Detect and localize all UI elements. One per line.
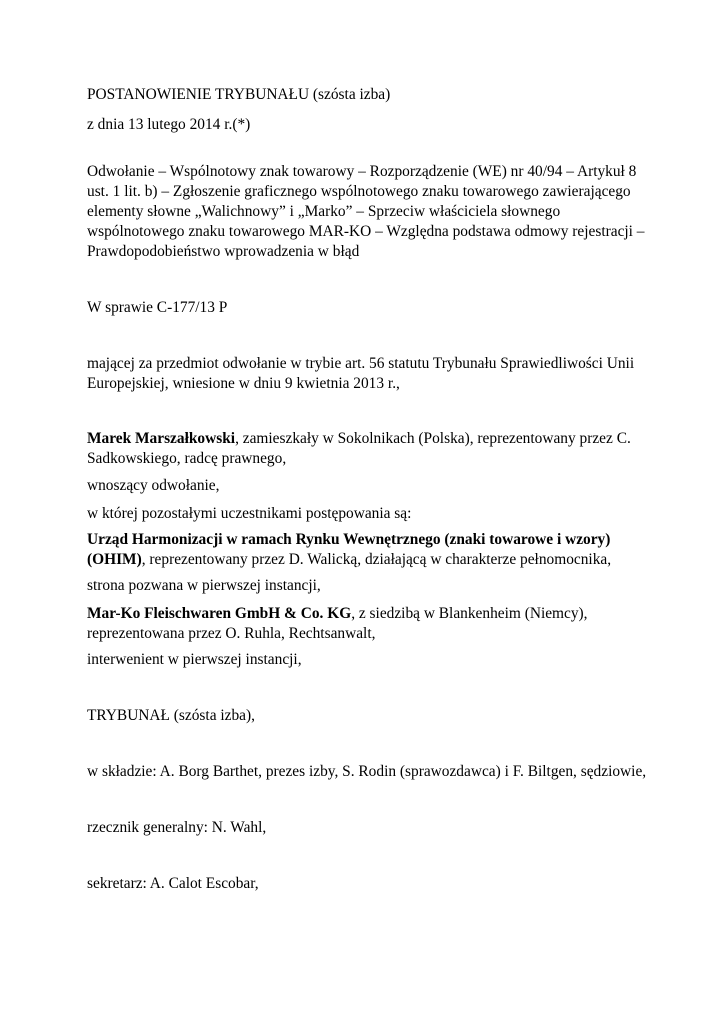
appellant-role: wnoszący odwołanie, — [87, 477, 220, 494]
intervener-role: interwenient w pierwszej instancji, — [87, 651, 302, 668]
defendant-role: strona pozwana w pierwszej instancji, — [87, 577, 321, 594]
defendant-paragraph — [87, 530, 647, 570]
subject-keywords: Odwołanie – Wspólnotowy znak towarowy – Rozporządzenie (WE) nr 40/94 – Artykuł 8 ust. 1 lit. b) – Zgłoszenie graficznego wspólnotowego znaku towarowego zawierającego elementy słowne „Walichnowy” i „Marko” – Sprzeciw właściciela słownego wspólnotowego znaku towarowego MAR-KO – Względna podstawa odmowy rejestracji – Prawdopodobieństwo wprowadzenia w błąd — [87, 163, 645, 260]
advocate-general: rzecznik generalny: N. Wahl, — [87, 819, 267, 836]
document-title: POSTANOWIENIE TRYBUNAŁU (szósta izba) — [87, 86, 391, 103]
appellant-name: Marek Marszałkowski — [87, 430, 236, 447]
other-parties-intro: w której pozostałymi uczestnikami postępowania są: — [87, 505, 412, 522]
court-composition: w składzie: A. Borg Barthet, prezes izby, S. Rodin (sprawozdawca) i F. Biltgen, sędziowie, — [87, 763, 647, 780]
document-date: z dnia 13 lutego 2014 r.(*) — [87, 116, 251, 133]
registrar: sekretarz: A. Calot Escobar, — [87, 875, 259, 892]
appellant-details: , zamieszkały w Sokolnikach (Polska), reprezentowany przez C. Sadkowskiego, radcę prawnego, — [87, 430, 631, 467]
defendant-name: Urząd Harmonizacji w ramach Rynku Wewnętrznego (znaki towarowe i wzory) (OHIM) — [87, 531, 611, 568]
case-number: W sprawie C‑177/13 P — [87, 299, 228, 316]
defendant-details: , reprezentowany przez D. Walicką, działającą w charakterze pełnomocnika, — [141, 551, 612, 568]
court-heading: TRYBUNAŁ (szósta izba), — [87, 707, 255, 724]
appeal-description: mającej za przedmiot odwołanie w trybie art. 56 statutu Trybunału Sprawiedliwości Unii Europejskiej, wniesione w dniu 9 kwietnia 2013 r., — [87, 355, 635, 392]
intervener-details: , z siedzibą w Blankenheim (Niemcy), reprezentowana przez O. Ruhla, Rechtsanwalt, — [87, 605, 588, 642]
intervener-paragraph — [87, 604, 647, 644]
appellant-paragraph — [87, 429, 647, 469]
intervener-name: Mar-Ko Fleischwaren GmbH & Co. KG — [87, 605, 352, 622]
